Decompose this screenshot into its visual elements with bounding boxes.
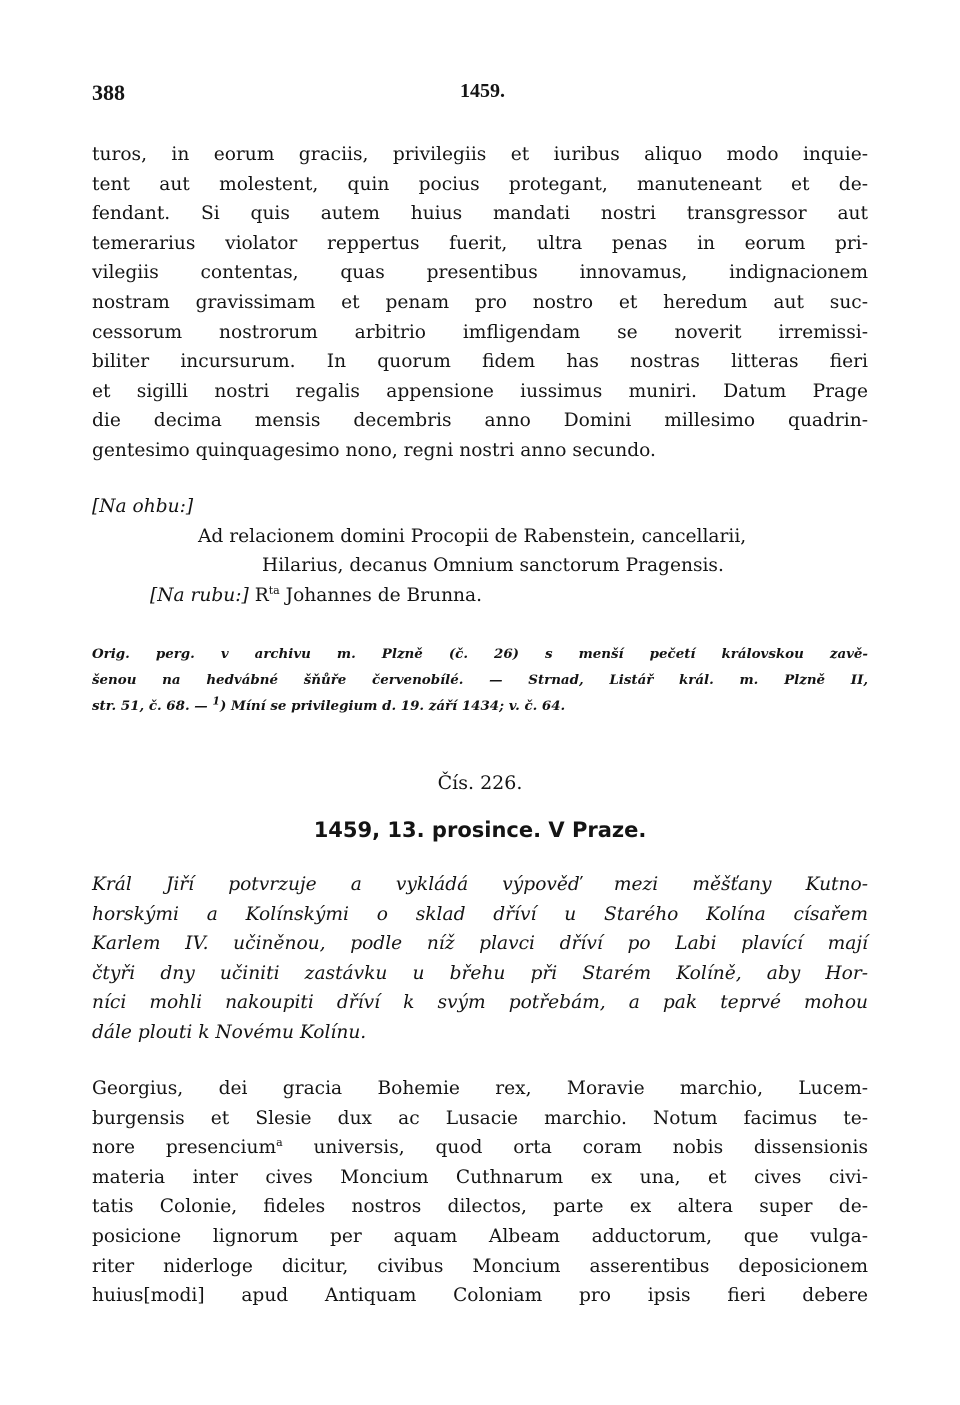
charter-line: huius[modi] apud Antiquam Coloniam pro ipsis fieri debere	[92, 1285, 868, 1307]
note-line: šenou na hedvábné šňůře červenobílé. — Strnad, Listář král. m. Plzně II,	[92, 672, 868, 688]
text-line: et sigilli nostri regalis appensione iussimus muniri. Datum Prage	[92, 380, 868, 402]
na-ohbu-label: [Na ohbu:]	[92, 496, 194, 517]
text-line: vilegiis contentas, quas presentibus innovamus, indignacionem	[92, 262, 868, 284]
charter-line	[92, 1133, 868, 1163]
relation-line: Hilarius, decanus Omnium sanctorum Pragensis.	[262, 555, 724, 577]
footnote-marker: a	[276, 1136, 283, 1149]
text-line: gentesimo quinquagesimo nono, regni nostri anno secundo.	[92, 439, 656, 461]
regest-line: níci mohli nakoupiti dříví k svým potřebám, a pak teprvé mohou	[92, 992, 868, 1014]
registrum-name: Johannes de Brunna.	[285, 584, 483, 606]
text-line: cessorum nostrorum arbitrio imfligendam se noverit irremissi-	[92, 321, 868, 343]
text-line: fendant. Si quis autem huius mandati nostri transgressor aut	[92, 203, 868, 225]
relation-line: Ad relacionem domini Procopii de Rabenstein, cancellarii,	[198, 525, 747, 547]
regest-line: dále plouti k Novému Kolínu.	[92, 1021, 367, 1043]
note-text: str. 51, č. 68. —	[92, 698, 213, 714]
text-line: tent aut molestent, quin pocius protegant, manuteneant et de-	[92, 173, 868, 195]
page-header	[92, 80, 868, 110]
registrum-mark: R	[254, 584, 269, 606]
document-number: Čís. 226.	[437, 772, 523, 794]
main-text-block	[92, 140, 868, 466]
charter-line: materia inter cives Moncium Cuthnarum ex una, et cives civi-	[92, 1166, 868, 1188]
endorsement-block	[92, 492, 868, 610]
text-line: nostram gravissimam et penam pro nostro et heredum aut suc-	[92, 291, 868, 313]
charter-line: riter niderloge dicitur, civibus Moncium asserentibus deposicionem	[92, 1255, 868, 1277]
regest-block	[92, 870, 868, 1048]
date-place-heading: 1459, 13. prosince. V Praze.	[313, 818, 647, 842]
charter-text: nore presencium	[92, 1137, 277, 1159]
regest-line: Král Jiří potvrzuje a vykládá výpověď mezi měšťany Kutno-	[92, 874, 868, 895]
page-number: 388	[92, 80, 125, 105]
na-rubu-label: [Na rubu:]	[150, 584, 249, 606]
note-line: Orig. perg. v archivu m. Plzně (č. 26) s menší pečetí královskou zavě-	[92, 646, 868, 662]
regest-line: Karlem IV. učiněnou, podle níž plavci dříví po Labi plavící mají	[92, 933, 868, 955]
charter-line: Georgius, dei gracia Bohemie rex, Moravie marchio, Lucem-	[92, 1078, 868, 1099]
charter-line: posicione lignorum per aquam Albeam adductorum, que vulga-	[92, 1225, 868, 1247]
text-line: turos, in eorum graciis, privilegiis et iuribus aliquo modo inquie-	[92, 144, 868, 165]
charter-text: universis, quod orta coram nobis dissensionis	[282, 1137, 868, 1159]
text-line: biliter incursurum. In quorum fidem has nostras litteras fieri	[92, 351, 868, 373]
footnote-marker: 1	[212, 694, 220, 708]
regest-line: horskými a Kolínskými o sklad dříví u Starého Kolína císařem	[92, 903, 868, 925]
running-head-year: 1459.	[460, 80, 505, 102]
charter-line: burgensis et Slesie dux ac Lusacie marchio. Notum facimus te-	[92, 1107, 868, 1129]
source-note	[92, 641, 868, 719]
registrum-superscript: ta	[268, 583, 280, 597]
registrum-line	[92, 581, 868, 611]
regest-line: čtyři dny učiniti zastávku u břehu při Starém Kolíně, aby Hor-	[92, 962, 868, 984]
charter-line: tatis Colonie, fideles nostros dilectos, parte ex altera super de-	[92, 1196, 868, 1218]
text-line: die decima mensis decembris anno Domini millesimo quadrin-	[92, 410, 868, 432]
charter-text-block	[92, 1074, 868, 1311]
note-text: ) Míní se privilegium d. 19. září 1434; v. č. 64.	[219, 698, 566, 714]
text-line: temerarius violator reppertus fuerit, ultra penas in eorum pri-	[92, 232, 868, 254]
note-line	[92, 693, 868, 719]
